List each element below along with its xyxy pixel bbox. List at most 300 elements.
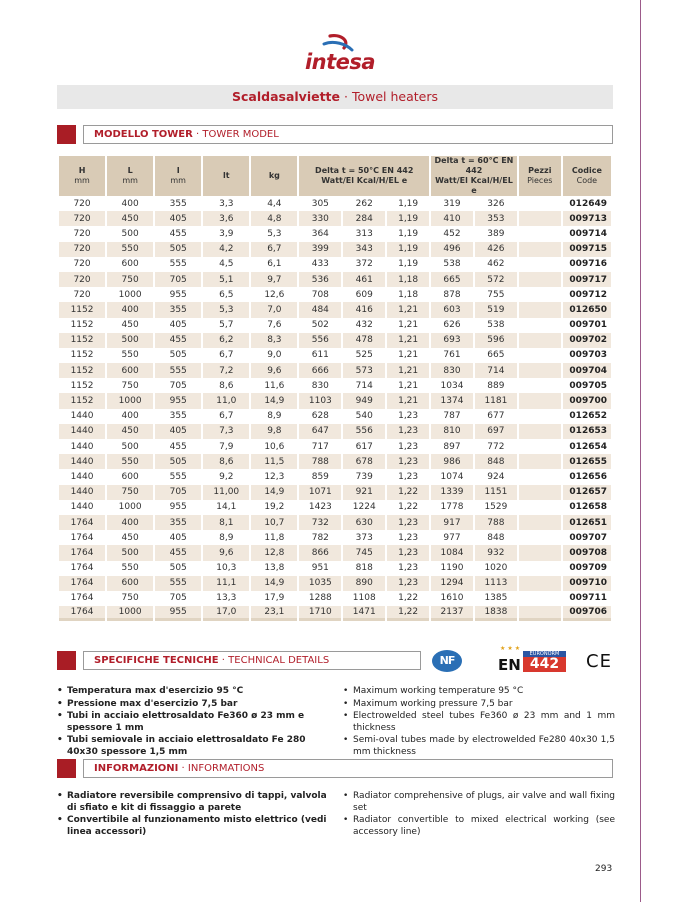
table-cell: 787 [443, 411, 461, 422]
table-cell: 878 [443, 289, 461, 300]
table-cell [519, 348, 561, 363]
table-cell: 400 [121, 411, 139, 422]
table-cell: 810 [431, 424, 473, 439]
table-cell [519, 561, 561, 576]
table-row [59, 439, 611, 454]
table-cell: 572 [475, 272, 517, 287]
table-cell: 462 [487, 259, 505, 270]
table-cell [519, 576, 561, 591]
table-cell: 1471 [343, 606, 385, 621]
table-cell: 3,3 [219, 198, 234, 209]
table-row [59, 561, 611, 576]
header-code: Codice Code [563, 156, 611, 196]
table-cell: 1,22 [398, 593, 419, 604]
table-cell: 745 [343, 545, 385, 560]
table-cell: 1,19 [398, 228, 419, 239]
table-cell: 949 [343, 393, 385, 408]
table-cell: 364 [311, 228, 329, 239]
table-row [59, 409, 611, 424]
tower-model-table [57, 156, 613, 621]
table-cell: 1,21 [398, 320, 419, 331]
table-cell: 1440 [70, 411, 94, 422]
table-cell: 1,21 [387, 393, 429, 408]
table-cell: 1113 [475, 576, 517, 591]
table-cell: 720 [73, 289, 91, 300]
table-cell [519, 591, 561, 606]
brand-name: intesa [304, 50, 376, 74]
table-cell: 355 [155, 515, 201, 530]
table-cell: 410 [431, 211, 473, 226]
table-row [59, 242, 611, 257]
table-cell: 818 [355, 563, 373, 574]
table-cell: 11,8 [264, 532, 285, 543]
table-cell: 720 [59, 272, 105, 287]
table-cell: 536 [299, 272, 341, 287]
table-cell: 7,0 [251, 302, 297, 317]
table-cell [519, 500, 561, 515]
table-cell: 1,23 [387, 454, 429, 469]
table-cell: 426 [475, 242, 517, 257]
table-cell: 6,7 [219, 350, 234, 361]
table-row [59, 424, 611, 439]
table-cell: 8,9 [219, 532, 234, 543]
table-cell [519, 257, 561, 272]
cell-code: 009704 [563, 363, 611, 378]
table-cell: 550 [107, 454, 153, 469]
table-cell: 924 [487, 471, 505, 482]
table-cell: 5,7 [219, 320, 234, 331]
table-cell: 1764 [59, 606, 105, 621]
table-cell: 9,6 [251, 363, 297, 378]
table-cell: 603 [431, 302, 473, 317]
table-cell: 889 [487, 380, 505, 391]
table-cell: 1440 [70, 502, 94, 513]
table-row [59, 606, 611, 621]
cell-code: 009701 [569, 320, 607, 331]
table-cell: 1020 [484, 563, 508, 574]
table-cell [519, 363, 561, 378]
table-cell: 732 [299, 515, 341, 530]
table-cell: 6,7 [251, 242, 297, 257]
cell-code: 009711 [569, 593, 607, 604]
table-cell: 755 [487, 289, 505, 300]
table-cell: 538 [443, 259, 461, 270]
list-item: • Maximum working pressure 7,5 bar [343, 699, 615, 711]
table-cell [519, 424, 561, 439]
table-cell: 7,6 [267, 320, 282, 331]
section-header-info [57, 759, 613, 779]
table-cell: 1374 [431, 393, 473, 408]
table-cell: 848 [487, 532, 505, 543]
table-row [59, 545, 611, 560]
table-row [59, 530, 611, 545]
table-cell: 600 [121, 259, 139, 270]
table-cell: 484 [299, 302, 341, 317]
table-cell: 3,9 [219, 228, 234, 239]
table-cell [519, 606, 561, 621]
section-title-box [83, 759, 613, 778]
table-cell [519, 515, 561, 530]
table-cell: 555 [155, 363, 201, 378]
table-cell: 921 [343, 485, 385, 500]
cell-code: 012658 [569, 502, 607, 513]
table-cell: 782 [311, 532, 329, 543]
table-cell: 1288 [308, 593, 332, 604]
table-cell: 1,23 [387, 424, 429, 439]
cell-code: 012657 [563, 485, 611, 500]
table-cell: 750 [107, 485, 153, 500]
table-cell: 8,9 [267, 411, 282, 422]
table-cell: 788 [299, 454, 341, 469]
section-title-en: INFORMATIONS [187, 763, 265, 774]
table-cell: 405 [155, 211, 201, 226]
table-cell: 977 [443, 532, 461, 543]
table-cell: 450 [107, 424, 153, 439]
table-cell: 11,6 [264, 380, 285, 391]
table-cell: 1,18 [387, 272, 429, 287]
list-item: • Electrowelded steel tubes Fe360 ø 23 mm and 1 mm thickness [343, 711, 615, 734]
table-cell: 720 [73, 198, 91, 209]
table-cell: 355 [169, 198, 187, 209]
table-cell: 697 [475, 424, 517, 439]
cell-code: 012655 [563, 454, 611, 469]
table-cell: 550 [121, 563, 139, 574]
table-cell: 450 [121, 532, 139, 543]
table-cell: 455 [169, 228, 187, 239]
table-cell [519, 302, 561, 317]
table-cell: 1,21 [398, 380, 419, 391]
table-cell: 433 [311, 259, 329, 270]
table-cell: 708 [311, 289, 329, 300]
table-cell: 450 [121, 320, 139, 331]
table-cell: 720 [73, 228, 91, 239]
table-cell: 2137 [431, 606, 473, 621]
table-cell: 8,6 [219, 380, 234, 391]
table-cell: 678 [343, 454, 385, 469]
table-row [59, 500, 611, 515]
cell-code: 009706 [563, 606, 611, 621]
table-cell: 788 [475, 515, 517, 530]
table-cell: 955 [169, 502, 187, 513]
table-cell: 4,5 [219, 259, 234, 270]
header-h: H mm [59, 156, 105, 196]
table-cell: 1,21 [387, 363, 429, 378]
table-cell: 917 [431, 515, 473, 530]
table-cell: 10,7 [251, 515, 297, 530]
table-cell: 519 [475, 302, 517, 317]
table-cell: 9,6 [203, 545, 249, 560]
table-cell: 750 [107, 272, 153, 287]
table-cell: 4,2 [203, 242, 249, 257]
title-separator: · [340, 89, 352, 104]
table-cell: 1529 [484, 502, 508, 513]
table-cell: 955 [155, 606, 201, 621]
table-cell: 1,22 [398, 502, 419, 513]
cell-code: 009717 [563, 272, 611, 287]
table-cell: 9,8 [251, 424, 297, 439]
table-row [59, 302, 611, 317]
table-cell: 665 [431, 272, 473, 287]
table-cell: 1152 [70, 350, 94, 361]
table-cell: 11,00 [203, 485, 249, 500]
table-cell: 1,19 [387, 211, 429, 226]
table-cell: 399 [299, 242, 341, 257]
table-cell: 7,9 [219, 441, 234, 452]
table-cell: 372 [355, 259, 373, 270]
table-cell: 556 [299, 333, 341, 348]
table-cell: 1710 [299, 606, 341, 621]
table-cell [519, 409, 561, 424]
table-cell: 8,1 [203, 515, 249, 530]
table-cell: 986 [431, 454, 473, 469]
header-kg: kg [251, 156, 297, 196]
table-cell: 1764 [70, 532, 94, 543]
table-cell: 416 [343, 302, 385, 317]
section-header-model [57, 125, 613, 145]
table-cell: 6,1 [267, 259, 282, 270]
table-cell: 1339 [431, 485, 473, 500]
table-cell: 262 [355, 198, 373, 209]
table-cell: 1,21 [387, 333, 429, 348]
table-cell: 505 [169, 563, 187, 574]
table-cell: 705 [155, 485, 201, 500]
table-cell: 500 [107, 545, 153, 560]
table-cell: 17,0 [203, 606, 249, 621]
list-item: • Temperatura max d'esercizio 95 °C [57, 686, 332, 698]
table-cell: 14,9 [251, 576, 297, 591]
table-cell: 1000 [118, 502, 142, 513]
table-cell: 12,3 [264, 471, 285, 482]
table-cell: 693 [431, 333, 473, 348]
table-cell: 1440 [70, 471, 94, 482]
cell-code: 009712 [569, 289, 607, 300]
page-title [57, 85, 613, 109]
table-cell: 452 [443, 228, 461, 239]
cell-code: 009705 [569, 380, 607, 391]
list-item: • Tubi in acciaio elettrosaldato Fe360 ø 23 mm e spessore 1 mm [57, 711, 332, 734]
section-title-it: MODELLO TOWER [94, 129, 193, 140]
informations-it [57, 791, 332, 839]
cell-code: 009709 [569, 563, 607, 574]
table-cell: 343 [343, 242, 385, 257]
section-marker [57, 759, 76, 778]
table-row [59, 348, 611, 363]
table-cell: 455 [155, 545, 201, 560]
cell-code: 012653 [563, 424, 611, 439]
table-cell [519, 272, 561, 287]
table-cell: 284 [343, 211, 385, 226]
informations-en [343, 791, 615, 839]
table-cell: 848 [475, 454, 517, 469]
table-cell: 1764 [59, 576, 105, 591]
table-cell: 5,1 [203, 272, 249, 287]
table-cell: 1,19 [398, 259, 419, 270]
list-item: • Radiatore reversibile comprensivo di tappi, valvola di sfiato e kit di fissaggio a parete [57, 791, 332, 814]
page-title-it: Scaldasalviette [232, 89, 341, 104]
cell-code: 009716 [569, 259, 607, 270]
table-row [59, 196, 611, 211]
section-marker [57, 651, 76, 670]
table-cell: 400 [107, 302, 153, 317]
en-prefix: EN [498, 656, 521, 674]
table-cell [519, 439, 561, 454]
table-cell: 609 [355, 289, 373, 300]
table-cell: 1190 [440, 563, 464, 574]
page-title-en: Towel heaters [351, 89, 438, 104]
table-cell: 8,6 [203, 454, 249, 469]
table-cell [519, 226, 561, 241]
table-cell: 1,22 [387, 606, 429, 621]
table-cell: 772 [487, 441, 505, 452]
technical-details-en [343, 686, 615, 759]
table-header-row [59, 156, 611, 196]
table-cell: 405 [169, 532, 187, 543]
section-separator: · [218, 655, 229, 666]
table-cell: 1000 [107, 606, 153, 621]
table-row [59, 318, 611, 333]
table-cell: 1000 [118, 289, 142, 300]
table-row [59, 454, 611, 469]
table-cell: 400 [121, 198, 139, 209]
table-cell: 505 [155, 242, 201, 257]
table-row [59, 591, 611, 606]
section-title-box [83, 651, 421, 670]
cell-code: 012654 [569, 441, 607, 452]
table-cell: 540 [355, 411, 373, 422]
table-cell: 330 [299, 211, 341, 226]
cell-code: 009714 [569, 228, 607, 239]
table-cell [519, 469, 561, 484]
table-cell: 1,18 [398, 289, 419, 300]
table-cell: 13,8 [264, 563, 285, 574]
table-cell: 720 [59, 242, 105, 257]
table-cell: 1,23 [398, 532, 419, 543]
section-separator: · [178, 763, 188, 774]
list-item: • Radiator comprehensive of plugs, air valve and wall fixing set [343, 791, 615, 814]
table-cell: 714 [355, 380, 373, 391]
table-cell: 1,23 [387, 515, 429, 530]
table-cell [519, 196, 561, 211]
table-cell: 450 [107, 211, 153, 226]
table-cell: 353 [475, 211, 517, 226]
table-cell: 1,23 [398, 411, 419, 422]
table-cell: 1152 [70, 380, 94, 391]
table-cell: 455 [169, 441, 187, 452]
table-cell: 4,8 [251, 211, 297, 226]
table-cell: 11,5 [251, 454, 297, 469]
table-cell: 1152 [59, 302, 105, 317]
table-row [59, 287, 611, 302]
table-cell: 705 [155, 272, 201, 287]
table-cell: 761 [443, 350, 461, 361]
table-cell: 502 [311, 320, 329, 331]
table-cell: 1778 [440, 502, 464, 513]
table-cell: 7,3 [203, 424, 249, 439]
table-cell: 10,6 [264, 441, 285, 452]
table-cell: 1423 [308, 502, 332, 513]
table-row [59, 363, 611, 378]
table-cell: 538 [487, 320, 505, 331]
table-cell: 720 [73, 259, 91, 270]
table-cell: 5,3 [203, 302, 249, 317]
header-i: I mm [155, 156, 201, 196]
cell-code: 009715 [563, 242, 611, 257]
table-cell: 305 [311, 198, 329, 209]
table-cell: 932 [475, 545, 517, 560]
table-cell: 611 [311, 350, 329, 361]
table-cell [519, 378, 561, 393]
cell-code: 009703 [569, 350, 607, 361]
table-cell: 3,6 [203, 211, 249, 226]
table-row [59, 515, 611, 530]
cell-code: 009713 [563, 211, 611, 226]
section-title-it: SPECIFICHE TECNICHE [94, 655, 219, 666]
table-cell: 389 [487, 228, 505, 239]
table-cell: 355 [155, 302, 201, 317]
table-cell: 1000 [107, 393, 153, 408]
ce-mark-icon: CE [586, 651, 612, 672]
table-cell: 405 [155, 424, 201, 439]
page-margin-rule [640, 0, 641, 902]
table-cell: 1764 [59, 515, 105, 530]
table-cell: 17,9 [264, 593, 285, 604]
table-cell: 1035 [299, 576, 341, 591]
table-row [59, 257, 611, 272]
table-row [59, 226, 611, 241]
section-title-it: INFORMAZIONI [94, 763, 179, 774]
cell-code: 012650 [563, 302, 611, 317]
table-cell [519, 318, 561, 333]
table-cell: 9,2 [219, 471, 234, 482]
table-cell: 830 [311, 380, 329, 391]
table-cell: 1,23 [398, 441, 419, 452]
table-cell [519, 454, 561, 469]
table-cell: 596 [475, 333, 517, 348]
euronorm-en442-icon [498, 645, 568, 674]
table-cell: 500 [121, 228, 139, 239]
table-cell: 1838 [475, 606, 517, 621]
list-item: • Semi-oval tubes made by electrowelded Fe280 40x30 1,5 mm thickness [343, 735, 615, 758]
table-cell: 739 [355, 471, 373, 482]
table-cell: 705 [169, 593, 187, 604]
table-cell: 1440 [59, 454, 105, 469]
table-cell: 955 [155, 393, 201, 408]
header-delta-60: Delta t = 60°C EN 442 Watt/El Kcal/H/EL e [431, 156, 517, 196]
table-cell: 13,3 [216, 593, 237, 604]
table-cell: 14,9 [251, 485, 297, 500]
table-cell: 1,22 [387, 485, 429, 500]
table-cell: 750 [121, 380, 139, 391]
table-cell: 1224 [352, 502, 376, 513]
table-cell: 432 [355, 320, 373, 331]
table-cell: 373 [355, 532, 373, 543]
table-cell: 550 [107, 242, 153, 257]
table-cell: 6,7 [219, 411, 234, 422]
table-cell: 866 [299, 545, 341, 560]
list-item: • Maximum working temperature 95 °C [343, 686, 615, 698]
table-cell: 1,21 [387, 302, 429, 317]
table-cell: 1294 [431, 576, 473, 591]
table-cell: 556 [343, 424, 385, 439]
table-body [59, 196, 611, 621]
table-cell: 1034 [440, 380, 464, 391]
table-cell: 6,5 [219, 289, 234, 300]
technical-details-it [57, 686, 332, 759]
table-cell: 955 [169, 289, 187, 300]
table-cell: 705 [169, 380, 187, 391]
table-cell: 1610 [440, 593, 464, 604]
table-cell: 11,0 [203, 393, 249, 408]
